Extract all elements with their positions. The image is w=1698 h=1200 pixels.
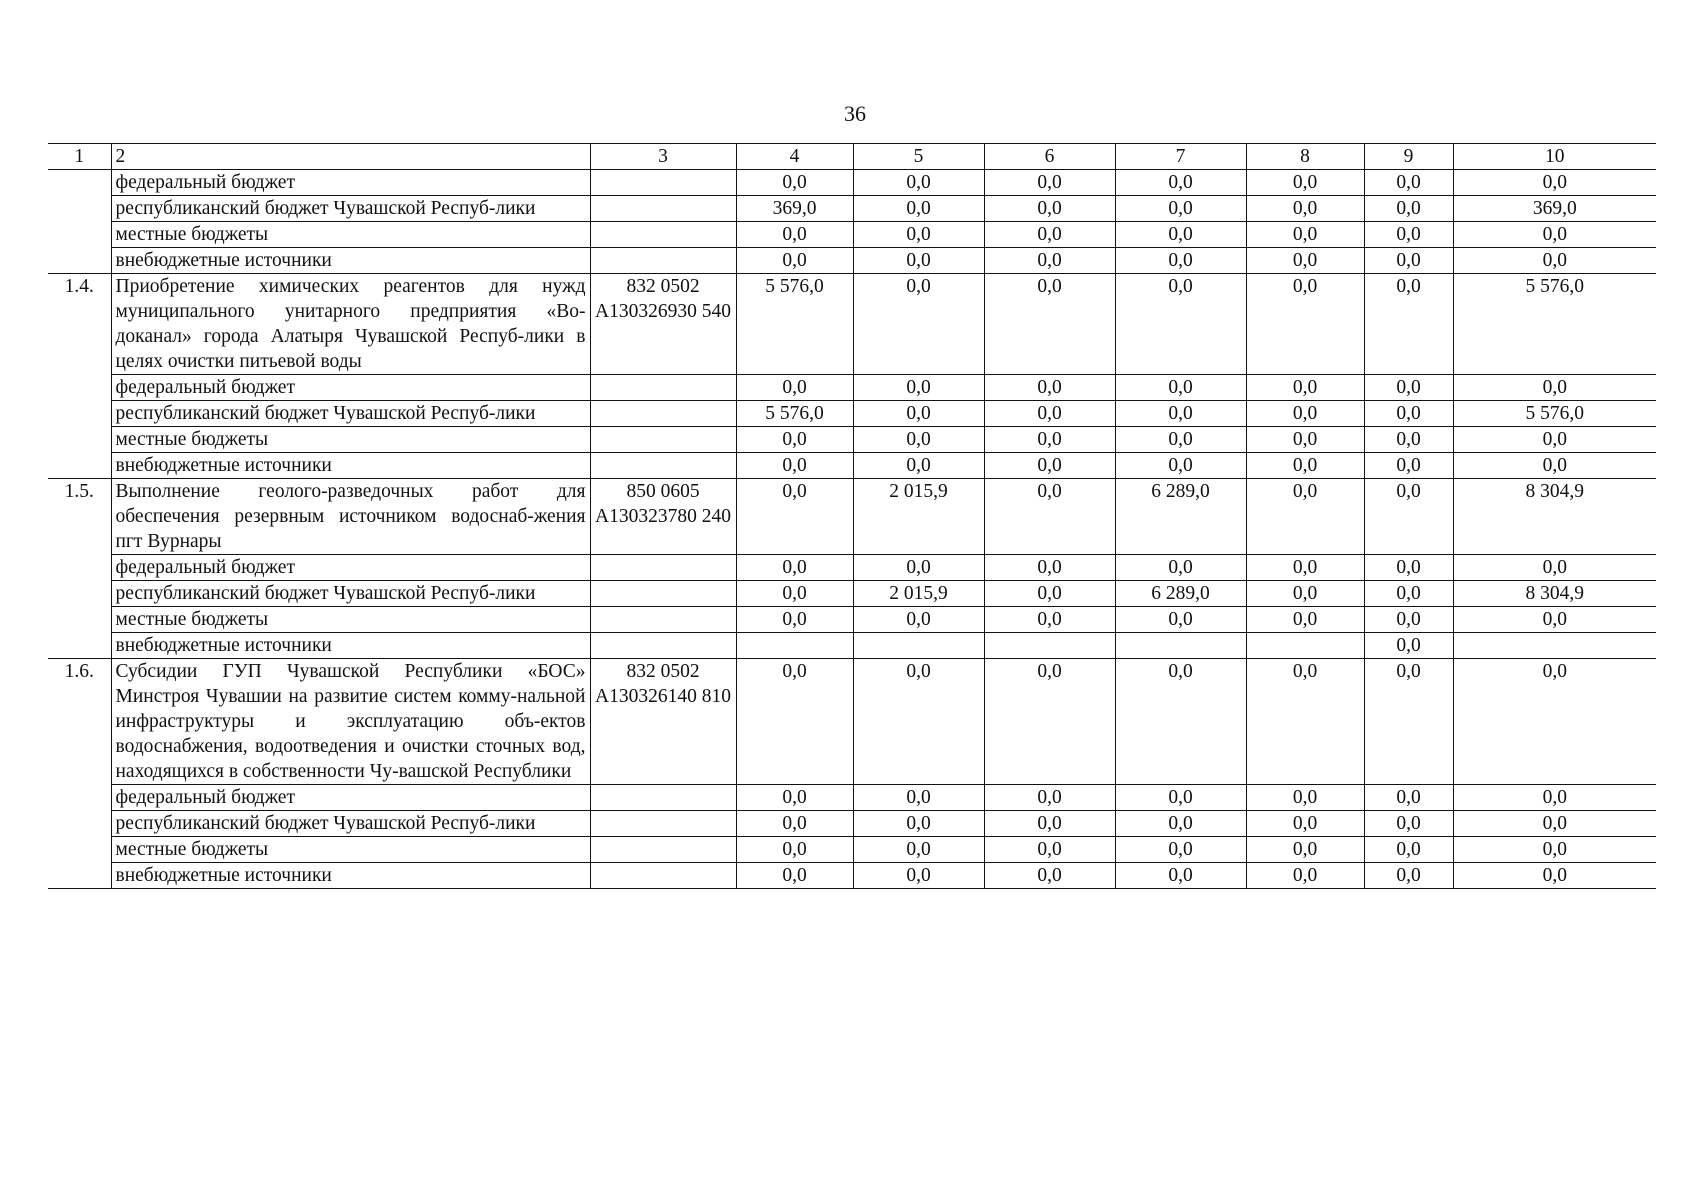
amount-cell: 0,0 — [1115, 401, 1246, 427]
amount-cell: 0,0 — [1364, 248, 1453, 274]
item-number — [48, 401, 111, 427]
budget-classification-code: 850 0605 А130323780 240 — [590, 479, 736, 555]
budget-classification-code — [590, 427, 736, 453]
amount-cell: 0,0 — [853, 863, 984, 889]
funding-source-name: местные бюджеты — [111, 607, 590, 633]
amount-cell: 0,0 — [1364, 785, 1453, 811]
budget-classification-code — [590, 581, 736, 607]
column-number-cell: 5 — [853, 144, 984, 170]
item-number — [48, 811, 111, 837]
funding-source-name: внебюджетные источники — [111, 453, 590, 479]
budget-classification-code — [590, 196, 736, 222]
source-row — [48, 222, 1656, 248]
amount-cell: 0,0 — [853, 170, 984, 196]
amount-cell: 0,0 — [736, 248, 853, 274]
amount-cell: 0,0 — [853, 453, 984, 479]
amount-cell: 0,0 — [1246, 222, 1364, 248]
source-row — [48, 607, 1656, 633]
item-number — [48, 222, 111, 248]
item-number — [48, 453, 111, 479]
amount-cell: 0,0 — [853, 274, 984, 375]
budget-table — [48, 143, 1656, 889]
amount-cell: 369,0 — [1453, 196, 1656, 222]
item-number — [48, 837, 111, 863]
budget-classification-code — [590, 837, 736, 863]
column-number-cell: 6 — [984, 144, 1115, 170]
item-number — [48, 785, 111, 811]
amount-cell: 0,0 — [853, 196, 984, 222]
source-row — [48, 633, 1656, 659]
amount-cell: 0,0 — [736, 811, 853, 837]
item-number — [48, 196, 111, 222]
amount-cell: 0,0 — [1364, 555, 1453, 581]
amount-cell: 0,0 — [984, 196, 1115, 222]
amount-cell: 0,0 — [736, 453, 853, 479]
amount-cell: 0,0 — [1246, 427, 1364, 453]
amount-cell: 2 015,9 — [853, 581, 984, 607]
funding-source-name: внебюджетные источники — [111, 248, 590, 274]
amount-cell: 8 304,9 — [1453, 581, 1656, 607]
column-number-cell: 9 — [1364, 144, 1453, 170]
amount-cell: 0,0 — [984, 479, 1115, 555]
item-row — [48, 274, 1656, 375]
column-number-row — [48, 144, 1656, 170]
funding-source-name: внебюджетные источники — [111, 633, 590, 659]
amount-cell: 0,0 — [1246, 837, 1364, 863]
budget-classification-code — [590, 170, 736, 196]
item-number — [48, 555, 111, 581]
amount-cell: 0,0 — [1246, 196, 1364, 222]
item-number — [48, 170, 111, 196]
amount-cell: 0,0 — [1453, 785, 1656, 811]
amount-cell: 0,0 — [1364, 811, 1453, 837]
amount-cell: 0,0 — [853, 607, 984, 633]
budget-classification-code — [590, 248, 736, 274]
amount-cell: 0,0 — [1115, 811, 1246, 837]
amount-cell: 0,0 — [1453, 811, 1656, 837]
funding-source-name: федеральный бюджет — [111, 785, 590, 811]
amount-cell: 0,0 — [1115, 837, 1246, 863]
amount-cell: 0,0 — [984, 607, 1115, 633]
funding-source-name: республиканский бюджет Чувашской Респуб-лики — [111, 811, 590, 837]
amount-cell: 0,0 — [853, 375, 984, 401]
column-number-cell: 4 — [736, 144, 853, 170]
amount-cell: 0,0 — [736, 785, 853, 811]
amount-cell: 0,0 — [853, 659, 984, 785]
amount-cell: 0,0 — [1453, 427, 1656, 453]
budget-classification-code — [590, 555, 736, 581]
page-number: 36 — [844, 101, 866, 126]
amount-cell: 0,0 — [984, 401, 1115, 427]
budget-classification-code: 832 0502 А130326140 810 — [590, 659, 736, 785]
amount-cell: 0,0 — [736, 837, 853, 863]
funding-source-name: местные бюджеты — [111, 222, 590, 248]
funding-source-name: республиканский бюджет Чувашской Респуб-лики — [111, 581, 590, 607]
amount-cell: 6 289,0 — [1115, 479, 1246, 555]
budget-classification-code — [590, 375, 736, 401]
amount-cell: 0,0 — [736, 479, 853, 555]
amount-cell: 0,0 — [1115, 659, 1246, 785]
source-row — [48, 170, 1656, 196]
amount-cell: 0,0 — [984, 453, 1115, 479]
amount-cell: 0,0 — [1115, 248, 1246, 274]
amount-cell: 0,0 — [984, 837, 1115, 863]
budget-classification-code — [590, 401, 736, 427]
funding-source-name: местные бюджеты — [111, 427, 590, 453]
funding-source-name: федеральный бюджет — [111, 375, 590, 401]
amount-cell: 0,0 — [1115, 222, 1246, 248]
amount-cell: 0,0 — [1364, 607, 1453, 633]
amount-cell: 0,0 — [1364, 659, 1453, 785]
funding-source-name: республиканский бюджет Чувашской Респуб-лики — [111, 401, 590, 427]
amount-cell: 5 576,0 — [736, 401, 853, 427]
amount-cell: 0,0 — [1364, 196, 1453, 222]
amount-cell: 0,0 — [1364, 401, 1453, 427]
amount-cell: 0,0 — [1453, 222, 1656, 248]
funding-source-name: местные бюджеты — [111, 837, 590, 863]
amount-cell: 0,0 — [853, 222, 984, 248]
amount-cell: 0,0 — [1364, 375, 1453, 401]
amount-cell: 0,0 — [853, 811, 984, 837]
amount-cell: 0,0 — [984, 555, 1115, 581]
amount-cell: 0,0 — [1453, 607, 1656, 633]
amount-cell: 0,0 — [1453, 555, 1656, 581]
amount-cell: 0,0 — [853, 401, 984, 427]
amount-cell: 0,0 — [1246, 274, 1364, 375]
amount-cell: 0,0 — [1453, 453, 1656, 479]
amount-cell: 0,0 — [984, 222, 1115, 248]
source-row — [48, 375, 1656, 401]
source-row — [48, 555, 1656, 581]
amount-cell: 0,0 — [736, 170, 853, 196]
amount-cell: 0,0 — [1115, 607, 1246, 633]
item-name: Выполнение геолого-разведочных работ для обеспечения резервным источником водоснаб-жения пгт Вурнары — [111, 479, 590, 555]
amount-cell: 0,0 — [984, 811, 1115, 837]
amount-cell: 6 289,0 — [1115, 581, 1246, 607]
budget-classification-code — [590, 785, 736, 811]
amount-cell: 0,0 — [1246, 555, 1364, 581]
budget-classification-code — [590, 633, 736, 659]
item-number — [48, 633, 111, 659]
amount-cell: 0,0 — [1453, 248, 1656, 274]
amount-cell: 2 015,9 — [853, 479, 984, 555]
item-number — [48, 607, 111, 633]
amount-cell: 0,0 — [1246, 170, 1364, 196]
amount-cell: 0,0 — [984, 863, 1115, 889]
amount-cell: 0,0 — [1453, 375, 1656, 401]
amount-cell: 0,0 — [1115, 453, 1246, 479]
amount-cell: 0,0 — [1246, 479, 1364, 555]
amount-cell: 8 304,9 — [1453, 479, 1656, 555]
amount-cell: 0,0 — [1246, 248, 1364, 274]
amount-cell: 0,0 — [736, 375, 853, 401]
item-number: 1.6. — [48, 659, 111, 785]
funding-source-name: федеральный бюджет — [111, 170, 590, 196]
amount-cell — [1115, 633, 1246, 659]
amount-cell: 0,0 — [1246, 785, 1364, 811]
amount-cell: 0,0 — [1364, 837, 1453, 863]
amount-cell: 369,0 — [736, 196, 853, 222]
amount-cell: 0,0 — [1364, 863, 1453, 889]
amount-cell: 0,0 — [853, 837, 984, 863]
amount-cell: 0,0 — [984, 785, 1115, 811]
amount-cell: 0,0 — [736, 427, 853, 453]
item-number — [48, 248, 111, 274]
amount-cell — [853, 633, 984, 659]
amount-cell: 0,0 — [1364, 222, 1453, 248]
budget-classification-code — [590, 811, 736, 837]
amount-cell: 0,0 — [1115, 375, 1246, 401]
source-row — [48, 453, 1656, 479]
funding-source-name: федеральный бюджет — [111, 555, 590, 581]
column-number-cell: 10 — [1453, 144, 1656, 170]
amount-cell — [736, 633, 853, 659]
amount-cell: 0,0 — [1115, 785, 1246, 811]
source-row — [48, 811, 1656, 837]
amount-cell: 0,0 — [1246, 811, 1364, 837]
amount-cell: 0,0 — [1246, 453, 1364, 479]
amount-cell: 0,0 — [1115, 196, 1246, 222]
column-number-cell: 7 — [1115, 144, 1246, 170]
source-row — [48, 196, 1656, 222]
amount-cell: 0,0 — [1115, 555, 1246, 581]
source-row — [48, 248, 1656, 274]
amount-cell: 0,0 — [853, 785, 984, 811]
amount-cell — [1453, 633, 1656, 659]
amount-cell: 0,0 — [1364, 479, 1453, 555]
amount-cell: 5 576,0 — [1453, 274, 1656, 375]
amount-cell: 0,0 — [736, 863, 853, 889]
item-name: Приобретение химических реагентов для нужд муниципального унитарного предприятия «Во-доканал» города Алатыря Чувашской Респуб-лики в целях очистки питьевой воды — [111, 274, 590, 375]
source-row — [48, 427, 1656, 453]
amount-cell: 0,0 — [1364, 633, 1453, 659]
item-number: 1.4. — [48, 274, 111, 375]
funding-source-name: внебюджетные источники — [111, 863, 590, 889]
source-row — [48, 401, 1656, 427]
source-row — [48, 785, 1656, 811]
item-number — [48, 375, 111, 401]
amount-cell: 0,0 — [984, 659, 1115, 785]
item-number — [48, 427, 111, 453]
amount-cell: 0,0 — [1364, 453, 1453, 479]
amount-cell: 0,0 — [1246, 607, 1364, 633]
amount-cell: 0,0 — [1115, 274, 1246, 375]
amount-cell: 0,0 — [1364, 581, 1453, 607]
item-name: Субсидии ГУП Чувашской Республики «БОС» Минстроя Чувашии на развитие систем комму-нальной инфраструктуры и эксплуатацию объ-ектов водоснабжения, водоотведения и очистки сточных вод, находящихся в собственности Чу-вашской Республики — [111, 659, 590, 785]
amount-cell: 0,0 — [736, 555, 853, 581]
item-row — [48, 659, 1656, 785]
source-row — [48, 863, 1656, 889]
amount-cell: 0,0 — [853, 555, 984, 581]
item-number — [48, 581, 111, 607]
amount-cell: 0,0 — [984, 274, 1115, 375]
amount-cell: 0,0 — [1453, 863, 1656, 889]
amount-cell: 5 576,0 — [1453, 401, 1656, 427]
amount-cell: 0,0 — [1246, 863, 1364, 889]
amount-cell: 0,0 — [984, 375, 1115, 401]
amount-cell: 0,0 — [1246, 659, 1364, 785]
amount-cell: 0,0 — [1246, 401, 1364, 427]
amount-cell: 0,0 — [984, 248, 1115, 274]
amount-cell: 0,0 — [736, 222, 853, 248]
amount-cell — [1246, 633, 1364, 659]
budget-classification-code: 832 0502 А130326930 540 — [590, 274, 736, 375]
budget-classification-code — [590, 863, 736, 889]
source-row — [48, 581, 1656, 607]
budget-classification-code — [590, 607, 736, 633]
amount-cell: 0,0 — [1246, 581, 1364, 607]
budget-classification-code — [590, 222, 736, 248]
item-number — [48, 863, 111, 889]
amount-cell: 0,0 — [984, 581, 1115, 607]
amount-cell: 0,0 — [1453, 837, 1656, 863]
column-number-cell: 8 — [1246, 144, 1364, 170]
amount-cell: 0,0 — [736, 607, 853, 633]
amount-cell: 0,0 — [984, 427, 1115, 453]
amount-cell: 0,0 — [853, 248, 984, 274]
amount-cell: 0,0 — [1115, 427, 1246, 453]
amount-cell: 0,0 — [1364, 170, 1453, 196]
funding-source-name: республиканский бюджет Чувашской Респуб-лики — [111, 196, 590, 222]
amount-cell: 5 576,0 — [736, 274, 853, 375]
column-number-cell: 1 — [48, 144, 111, 170]
amount-cell: 0,0 — [1115, 170, 1246, 196]
amount-cell: 0,0 — [736, 581, 853, 607]
budget-classification-code — [590, 453, 736, 479]
amount-cell: 0,0 — [984, 170, 1115, 196]
column-number-cell: 3 — [590, 144, 736, 170]
amount-cell: 0,0 — [1364, 274, 1453, 375]
item-row — [48, 479, 1656, 555]
source-row — [48, 837, 1656, 863]
amount-cell: 0,0 — [1115, 863, 1246, 889]
amount-cell: 0,0 — [853, 427, 984, 453]
amount-cell: 0,0 — [1453, 170, 1656, 196]
amount-cell: 0,0 — [1364, 427, 1453, 453]
amount-cell: 0,0 — [1453, 659, 1656, 785]
amount-cell — [984, 633, 1115, 659]
item-number: 1.5. — [48, 479, 111, 555]
amount-cell: 0,0 — [736, 659, 853, 785]
amount-cell: 0,0 — [1246, 375, 1364, 401]
column-number-cell: 2 — [111, 144, 590, 170]
